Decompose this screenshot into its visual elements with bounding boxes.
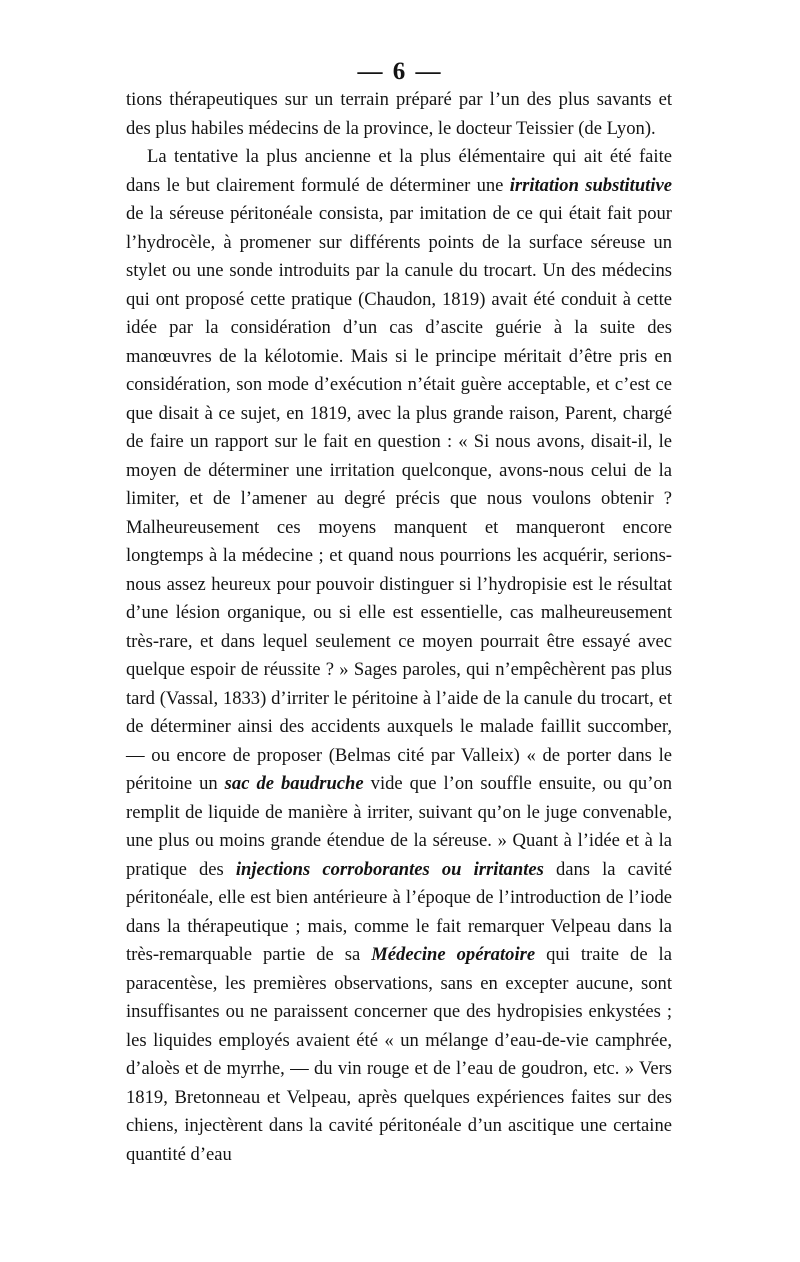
- italic-phrase: Médecine opératoire: [371, 944, 536, 965]
- paragraph-p1: [126, 86, 672, 143]
- text-run: qui traite de la paracentèse, les premières observations, sans en excepter aucune, sont insuffisantes ou ne paraissent concerner que des hydropisies enkystées ; les liquides employés avaient été « un mélange d’eau-de-vie camphrée, d’aloès et de myrrhe, — du vin rouge et de l’eau de goudron, etc. » Vers 1819, Bretonneau et Velpeau, après quelques expériences faites sur des chiens, injectèrent dans la cavité péritonéale d’un ascitique une certaine quantité d’eau: [126, 944, 672, 1165]
- paragraph-p2: [126, 143, 672, 1169]
- text-run: de la séreuse péritonéale consista, par imitation de ce qui était fait pour l’hydrocèle, à promener sur différents points de la surface séreuse un stylet ou une sonde introduits par la canule du trocart. Un des médecins qui ont proposé cette pratique (Chaudon, 1819) avait été conduit à cette idée par la considération d’un cas d’ascite guérie à la suite des manœuvres de la kélotomie. Mais si le principe méritait d’être pris en considération, son mode d’exécution n’était guère acceptable, et c’est ce que disait à ce sujet, en 1819, avec la plus grande raison, Parent, chargé de faire un rapport sur le fait en question : « Si nous avons, disait-il, le moyen de déterminer une irritation quelconque, avons-nous celui de la limiter, et de l’amener au degré précis que nous voulons obtenir ? Malheureusement ces moyens manquent et manqueront encore longtemps à la médecine ; et quand nous pourrions les acquérir, serions-nous assez heureux pour pouvoir distinguer si l’hydropisie est le résultat d’une lésion organique, ou si elle est essentielle, cas malheureusement très-rare, et dans lequel seulement ce moyen pourrait être essayé avec quelque espoir de réussite ? » Sages paroles, qui n’empêchèrent pas plus tard (Vassal, 1833) d’irriter le péritoine à l’aide de la canule du trocart, et de déterminer ainsi des accidents auxquels le malade faillit succomber, — ou encore de proposer (Belmas cité par Valleix) « de porter dans le péritoine un: [126, 203, 672, 794]
- text-run: vide que l’on souffle ensuite, ou qu’on remplit de liquide de manière à irriter, suivant qu’on le juge convenable, une plus ou moins grande étendue de la séreuse. » Quant à l’idée et à la pratique des: [126, 773, 672, 880]
- italic-phrase: irritation substitutive: [509, 174, 672, 196]
- page-number: — 6 —: [357, 58, 443, 85]
- italic-phrase: sac de baudruche: [224, 773, 364, 794]
- text-run: La tentative la plus ancienne et la plus élémentaire qui ait été faite dans le but clairement formulé de déterminer une: [126, 146, 672, 196]
- body-text: [126, 86, 672, 1169]
- text-run: dans la cavité péritonéale, elle est bien antérieure à l’époque de l’introduction de l’iode dans la thérapeutique ; mais, comme le fait remarquer Velpeau dans la très-remarquable partie de sa: [126, 858, 672, 965]
- italic-phrase: injections corroborantes ou irritantes: [235, 858, 544, 880]
- text-run: tions thérapeutiques sur un terrain préparé par l’un des plus savants et des plus habiles médecins de la province, le docteur Teissier (de Lyon).: [126, 89, 672, 139]
